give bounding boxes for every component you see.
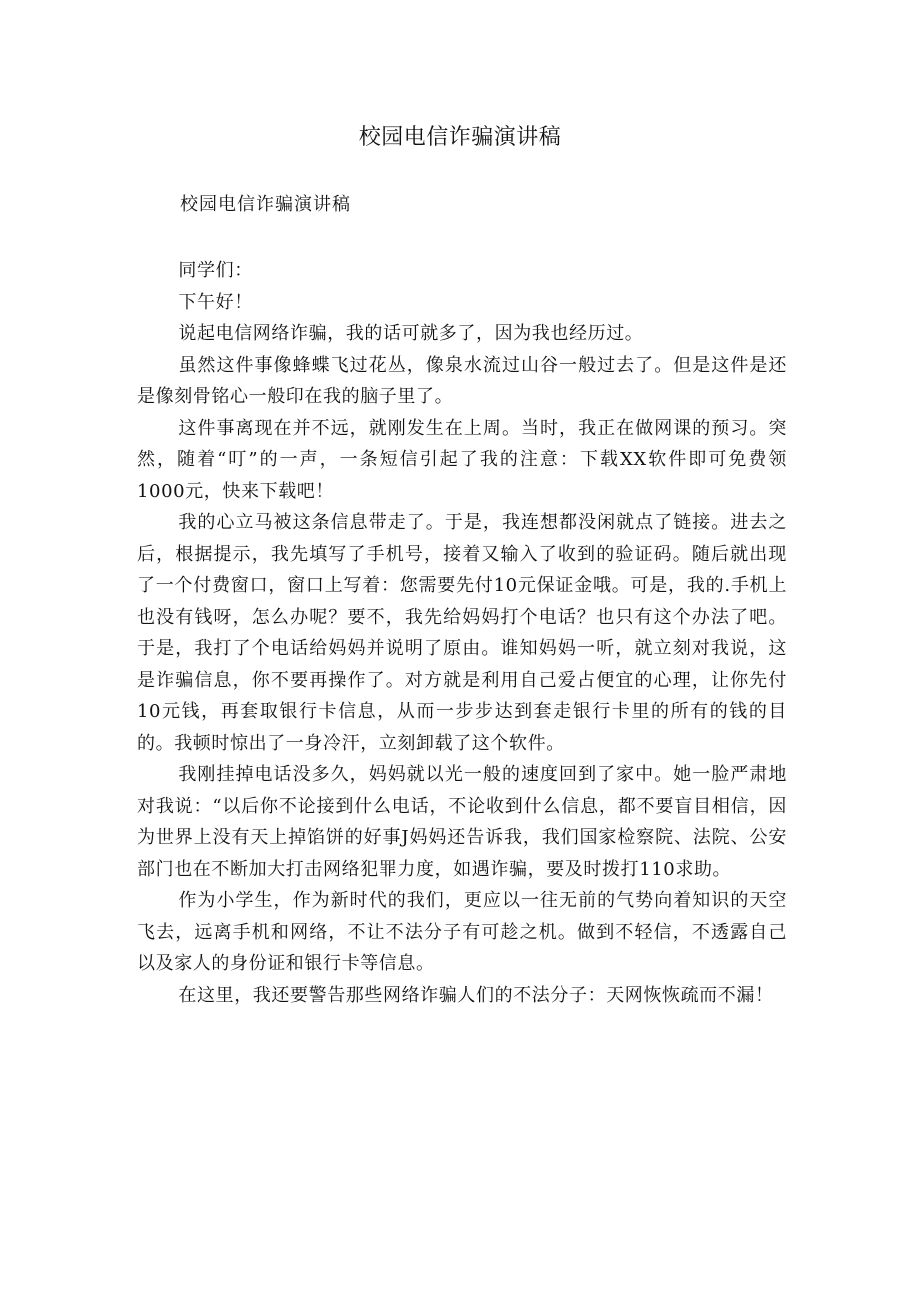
paragraph: 这件事离现在并不远，就刚发生在上周。当时，我正在做网课的预习。突然，随着“叮”的一声，一条短信引起了我的注意：下载XX软件即可免费领1000元，快来下载吧！ — [137, 417, 787, 502]
paragraph: 我的心立马被这条信息带走了。于是，我连想都没闲就点了链接。进去之后，根据提示，我先填写了手机号，接着又输入了收到的验证码。随后就出现了一个付费窗口，窗口上写着：您需要先付10元保证金哦。可是，我的.手机上也没有钱呀，怎么办呢？要不，我先给妈妈打个电话？也只有这个办法了吧。于是，我打了个电话给妈妈并说明了原由。谁知妈妈一听，就立刻对我说，这是诈骗信息，你不要再操作了。对方就是利用自己爱占便宜的心理，让你先付10元钱，再套取银行卡信息，从而一步步达到套走银行卡里的所有的钱的目的。我顿时惊出了一身冷汗，立刻卸载了这个软件。 — [137, 512, 787, 754]
paragraph-greeting: 同学们： — [178, 260, 253, 281]
paragraph-salutation: 下午好！ — [178, 291, 253, 313]
paragraph: 我刚挂掉电话没多久，妈妈就以光一般的速度回到了家中。她一脸严肃地对我说：“以后你不论接到什么电话，不论收到什么信息，都不要盲目相信，因为世界上没有天上掉馅饼的好事J妈妈还告诉我，我们国家检察院、法院、公安部门也在不断加大打击网络犯罪力度，如遇诈骗，要及时拨打110求助。 — [137, 764, 787, 880]
paragraph: 虽然这件事像蜂蝶飞过花丛，像泉水流过山谷一般过去了。但是这件是还是像刻骨铭心一般印在我的脑子里了。 — [137, 354, 787, 407]
document-body — [137, 255, 787, 1011]
paragraph-closing: 在这里，我还要警告那些网络诈骗人们的不法分子：天网恢恢疏而不漏！ — [178, 984, 774, 1006]
paragraph: 作为小学生，作为新时代的我们，更应以一往无前的气势向着知识的天空飞去，远离手机和网络，不让不法分子有可趁之机。做到不轻信，不透露自己以及家人的身份证和银行卡等信息。 — [137, 890, 787, 974]
document-title: 校园电信诈骗演讲稿 — [358, 125, 562, 150]
paragraph: 说起电信网络诈骗，我的话可就多了，因为我也经历过。 — [178, 323, 644, 344]
document-subtitle: 校园电信诈骗演讲稿 — [180, 194, 351, 215]
